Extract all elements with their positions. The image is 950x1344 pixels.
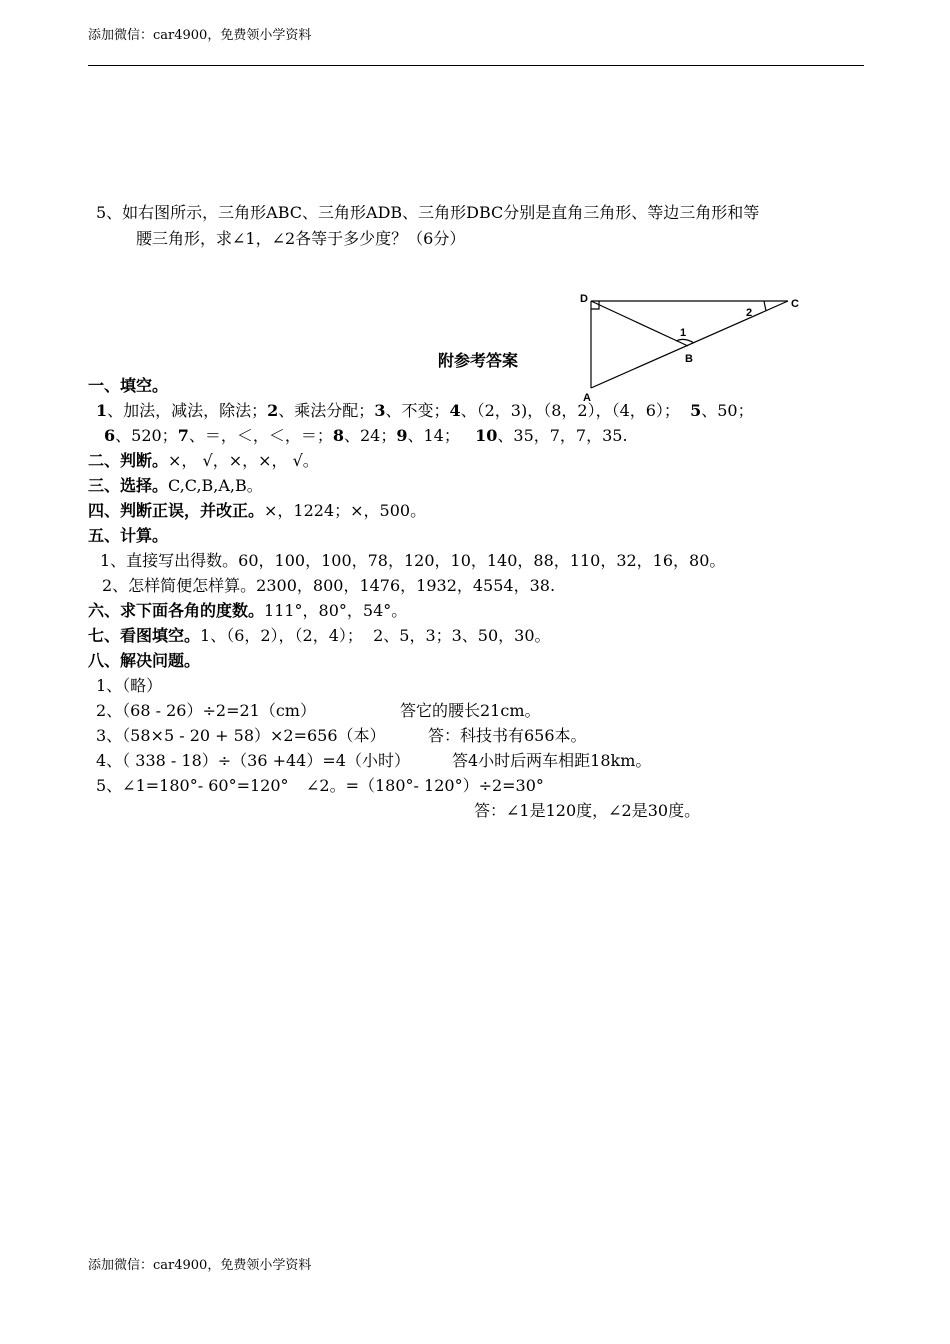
- section-5-line-2: 2、怎样简便怎样算。2300，800，1476，1932，4554，38.: [102, 576, 556, 595]
- question-5-line-2: 腰三角形，求∠1，∠2各等于多少度？（6分）: [136, 229, 466, 248]
- answer-key-title: 附参考答案: [437, 351, 518, 370]
- section-2: 二、判断。×， √，×，×， √。: [88, 451, 319, 470]
- section-5-line-1: 1、直接写出得数。60，100，100，78，120，10，140，88，110，32，16，80。: [100, 551, 726, 570]
- item-number: 5: [690, 401, 702, 420]
- header-divider: [88, 65, 864, 66]
- section-5-heading: 五、计算。: [88, 526, 169, 545]
- section-6: 六、求下面各角的度数。111°，80°，54°。: [88, 601, 408, 620]
- item-number: 1: [96, 401, 108, 420]
- label-a: A: [583, 392, 591, 402]
- question-5: [96, 200, 868, 252]
- label-angle-2: 2: [746, 307, 753, 319]
- label-d: D: [580, 293, 588, 305]
- section-1-heading: 一、填空。: [88, 376, 169, 395]
- section-8-heading: 八、解决问题。: [88, 651, 201, 670]
- item-text: 、520；: [115, 426, 178, 445]
- section-8-line-2: 2、（68 - 26）÷2=21（cm） 答它的腰长21cm。: [96, 701, 541, 720]
- segment-db: [591, 301, 688, 346]
- section-8-line-5: 5、∠1=180°- 60°=120° ∠2。=（180°- 120°）÷2=30°: [96, 776, 544, 795]
- label-b: B: [685, 353, 693, 365]
- item-text: 、加法，减法，除法；: [107, 401, 268, 420]
- section-1-line-1: [88, 398, 868, 423]
- page-footer: 添加微信：car4900，免费领小学资料: [88, 1258, 312, 1273]
- item-number: 10: [475, 426, 498, 445]
- answer-key: [88, 348, 868, 823]
- item-number: 2: [267, 401, 279, 420]
- item-text: 、乘法分配；: [278, 401, 375, 420]
- section-8-line-4: 4、（ 338 - 18）÷（36 +44）=4（小时） 答4小时后两车相距18km。: [96, 751, 652, 770]
- section-7: 七、看图填空。1、（6，2），（2，4）； 2、5，3；3、50，30。: [88, 626, 551, 645]
- page-header: 添加微信：car4900，免费领小学资料: [88, 28, 312, 43]
- item-text: 、＝，＜，＜，＝；: [188, 426, 333, 445]
- item-text: 、24；: [343, 426, 397, 445]
- item-text: 、不变；: [385, 401, 450, 420]
- label-c: C: [791, 298, 799, 310]
- item-text: 、（2，3)，（8，2），（4，6）；: [460, 401, 691, 420]
- section-8-line-3: 3、（58×5 - 20 + 58）×2=656（本） 答：科技书有656本。: [96, 726, 587, 745]
- item-text: 、14；: [407, 426, 476, 445]
- item-text: 、35，7，7，35.: [497, 426, 628, 445]
- item-number: 3: [374, 401, 386, 420]
- item-number: 4: [449, 401, 461, 420]
- item-number: 9: [396, 426, 408, 445]
- question-5-line-1: 5、如右图所示，三角形ABC、三角形ADB、三角形DBC分别是直角三角形、等边三角形和等: [96, 203, 760, 222]
- item-text: 、50；: [701, 401, 754, 420]
- label-angle-1: 1: [680, 327, 687, 339]
- section-3: 三、选择。C,C,B,A,B。: [88, 476, 263, 495]
- section-8-line-6: 答：∠1是120度，∠2是30度。: [474, 801, 701, 820]
- section-1-line-2: [88, 423, 868, 448]
- section-8-line-1: 1、（略）: [96, 676, 163, 695]
- item-number: 8: [332, 426, 344, 445]
- item-number: 6: [104, 426, 116, 445]
- angle-2-mark: [764, 301, 766, 311]
- item-number: 7: [177, 426, 189, 445]
- section-4: 四、判断正误，并改正。×，1224；×，500。: [88, 501, 427, 520]
